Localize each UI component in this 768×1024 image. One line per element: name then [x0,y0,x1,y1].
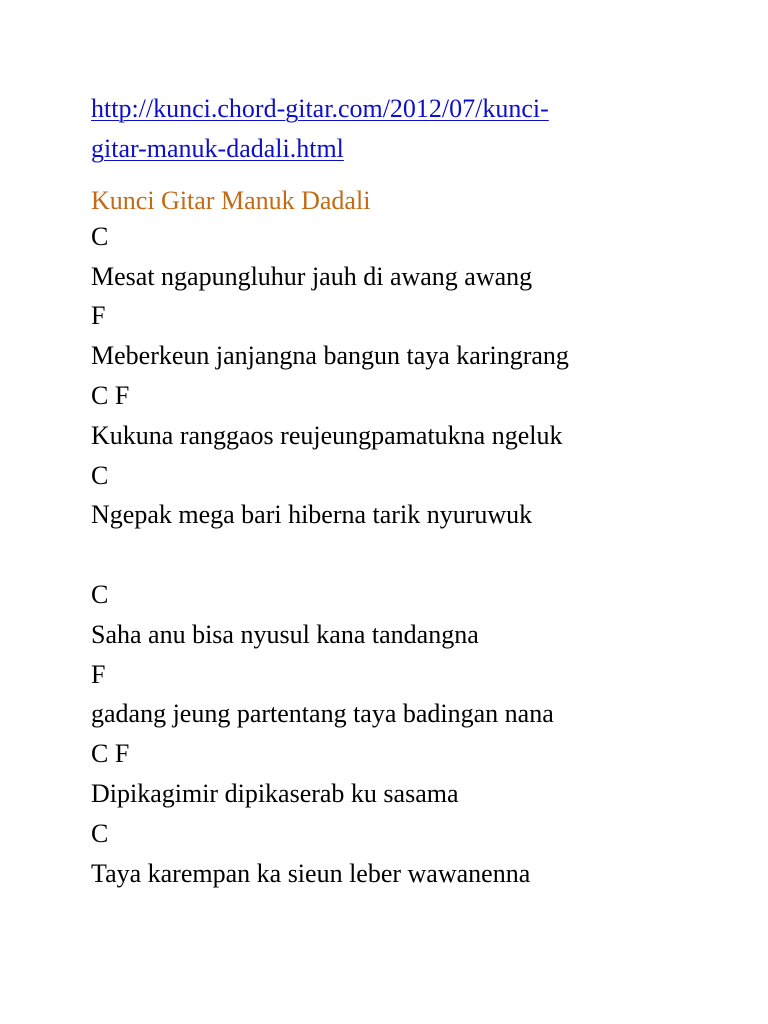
lyric-line: Dipikagimir dipikaserab ku sasama [91,779,459,808]
lyric-line: Mesat ngapungluhur jauh di awang awang [91,262,533,291]
song-title: Kunci Gitar Manuk Dadali [91,186,371,215]
chord-line: C [91,461,109,490]
chord-line: F [91,660,106,689]
source-link-line-1[interactable]: http://kunci.chord-gitar.com/2012/07/kunci- [91,94,549,123]
lyric-line: Meberkeun janjangna bangun taya karingrang [91,341,569,370]
lyric-line: Ngepak mega bari hiberna tarik nyuruwuk [91,500,533,529]
chord-line: C [91,580,109,609]
chord-line: C [91,222,109,251]
source-link-line-2[interactable]: gitar-manuk-dadali.html [91,134,344,163]
lyric-line: Taya karempan ka sieun leber wawanenna [91,859,531,888]
chord-line: C F [91,739,130,768]
chord-line: C F [91,381,130,410]
chord-line: F [91,301,106,330]
lyric-line: Saha anu bisa nyusul kana tandangna [91,620,479,649]
lyric-line: gadang jeung partentang taya badingan nana [91,699,554,728]
lyric-line: Kukuna ranggaos reujeungpamatukna ngeluk [91,421,563,450]
chord-line: C [91,819,109,848]
